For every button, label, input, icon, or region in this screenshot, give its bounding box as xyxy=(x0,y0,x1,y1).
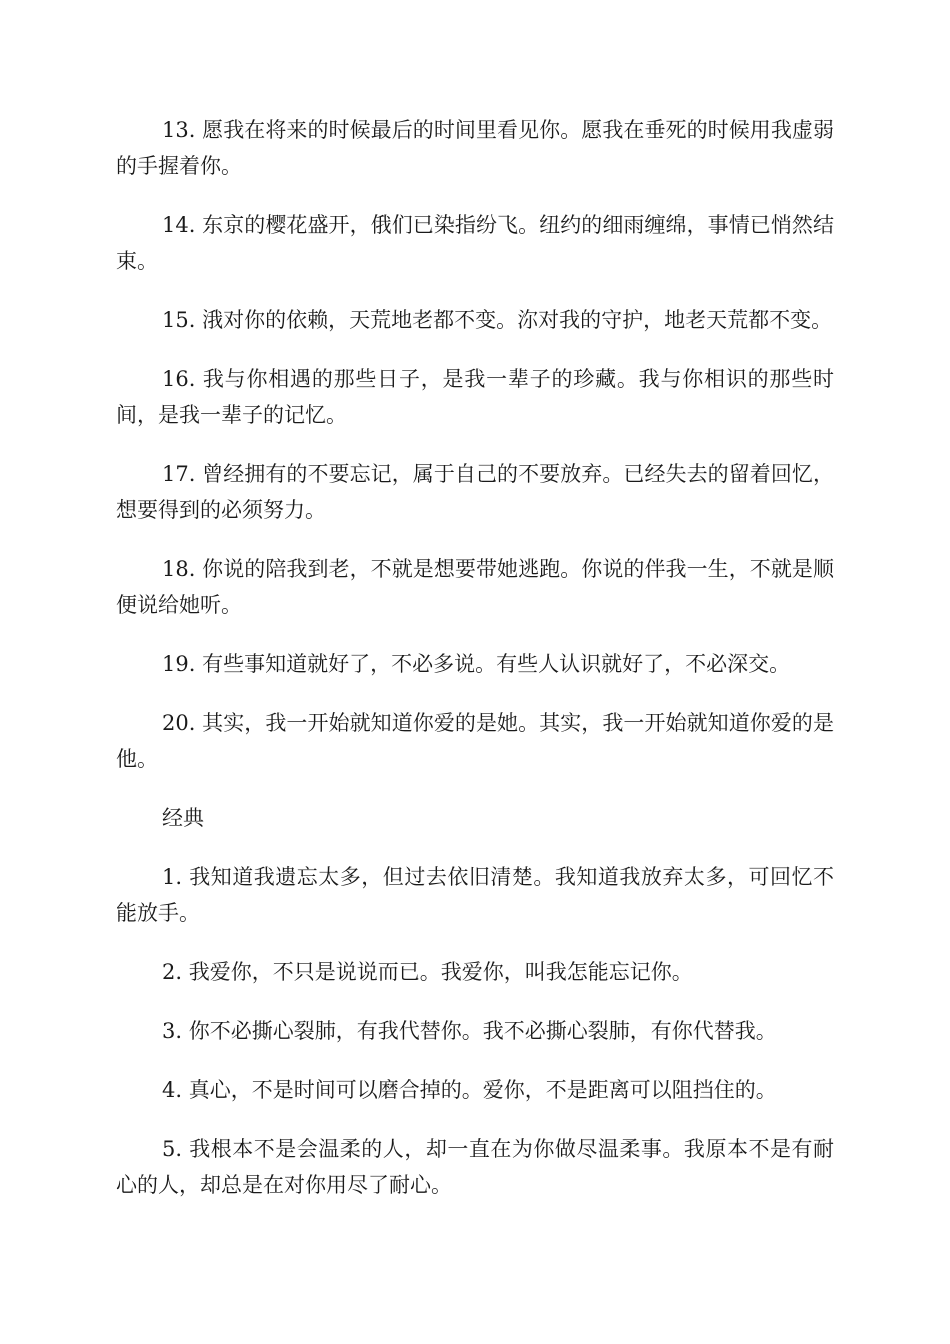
classic-paragraph-4: 4. 真心，不是时间可以磨合掉的。爱你，不是距离可以阻挡住的。 xyxy=(162,1078,777,1102)
document-body xyxy=(116,112,834,1226)
paragraph-14: 14. 东京的樱花盛开，俄们已染指纷飞。纽约的细雨缠绵，事情已悄然结束。 xyxy=(116,213,834,273)
paragraph-19: 19. 有些事知道就好了，不必多说。有些人认识就好了，不必深交。 xyxy=(162,652,791,676)
paragraph-16: 16. 我与你相遇的那些日子，是我一辈子的珍藏。我与你相识的那些时间，是我一辈子的记忆。 xyxy=(116,367,834,427)
classic-paragraph-5: 5. 我根本不是会温柔的人，却一直在为你做尽温柔事。我原本不是有耐心的人，却总是在对你用尽了耐心。 xyxy=(116,1137,834,1197)
classic-paragraph-2: 2. 我爱你，不只是说说而已。我爱你，叫我怎能忘记你。 xyxy=(162,960,693,984)
section-heading: 经典 xyxy=(162,806,204,830)
paragraph-13: 13. 愿我在将来的时候最后的时间里看见你。愿我在垂死的时候用我虚弱的手握着你。 xyxy=(116,118,834,178)
paragraph-17: 17. 曾经拥有的不要忘记，属于自己的不要放弃。已经失去的留着回忆，想要得到的必须努力。 xyxy=(116,462,834,522)
classic-paragraph-1: 1. 我知道我遗忘太多，但过去依旧清楚。我知道我放弃太多，可回忆不能放手。 xyxy=(116,865,834,925)
classic-paragraph-3: 3. 你不必撕心裂肺，有我代替你。我不必撕心裂肺，有你代替我。 xyxy=(162,1019,777,1043)
paragraph-20: 20. 其实，我一开始就知道你爱的是她。其实，我一开始就知道你爱的是他。 xyxy=(116,711,834,771)
paragraph-18: 18. 你说的陪我到老，不就是想要带她逃跑。你说的伴我一生，不就是顺便说给她听。 xyxy=(116,557,834,617)
paragraph-15: 15. 涐对你的依赖，天荒地老都不变。沵对我的守护，地老天荒都不变。 xyxy=(162,308,833,332)
